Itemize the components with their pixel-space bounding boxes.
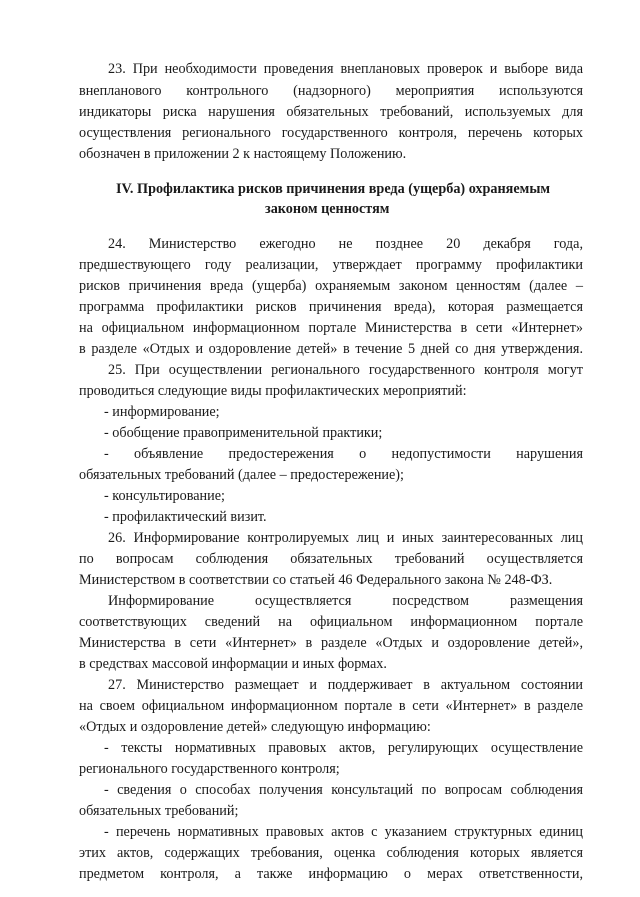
text-line: обозначен в приложении 2 к настоящему Положению. bbox=[79, 146, 407, 162]
section-heading: IV. Профилактика рисков причинения вреда (ущерба) охраняемым bbox=[116, 181, 551, 197]
text-line: Министерством в соответствии со статьей 46 Федерального закона № 248-ФЗ. bbox=[79, 572, 553, 588]
list-item: - обобщение правоприменительной практики; bbox=[104, 425, 383, 441]
text-line: на официальном информационном портале Министерства в сети «Интернет» bbox=[79, 320, 583, 336]
text-line: регионального государственного контроля; bbox=[79, 761, 340, 777]
text-line: этих актов, содержащих требования, оценка соблюдения которых является bbox=[79, 845, 583, 861]
list-item: - тексты нормативных правовых актов, регулирующих осуществление bbox=[104, 740, 583, 756]
list-item: - профилактический визит. bbox=[104, 509, 267, 525]
text-line: 26. Информирование контролируемых лиц и иных заинтересованных лиц bbox=[108, 530, 583, 546]
text-line: соответствующих сведений на официальном информационном портале bbox=[79, 614, 583, 630]
text-line: в средствах массовой информации и иных формах. bbox=[79, 656, 387, 672]
list-item: - консультирование; bbox=[104, 488, 225, 504]
text-line: 25. При осуществлении регионального государственного контроля могут bbox=[108, 362, 583, 378]
text-line: 23. При необходимости проведения внеплановых проверок и выборе вида bbox=[108, 61, 583, 77]
text-line: внепланового контрольного (надзорного) мероприятия используются bbox=[79, 83, 583, 99]
text-line: 27. Министерство размещает и поддерживает в актуальном состоянии bbox=[108, 677, 583, 693]
list-item: - объявление предостережения о недопустимости нарушения bbox=[104, 446, 583, 462]
list-item: - информирование; bbox=[104, 404, 220, 420]
text-line: «Отдых и оздоровление детей» следующую информацию: bbox=[79, 719, 431, 735]
text-line: обязательных требований; bbox=[79, 803, 239, 819]
text-line: по вопросам соблюдения обязательных требований осуществляется bbox=[79, 551, 583, 567]
text-line: на своем официальном информационном портале в сети «Интернет» в разделе bbox=[79, 698, 583, 714]
text-line: обязательных требований (далее – предостережение); bbox=[79, 467, 404, 483]
text-line: рисков причинения вреда (ущерба) охраняемым законом ценностям (далее – bbox=[79, 278, 583, 294]
text-line: 24. Министерство ежегодно не позднее 20 декабря года, bbox=[108, 236, 583, 252]
list-item: - сведения о способах получения консультаций по вопросам соблюдения bbox=[104, 782, 583, 798]
list-item: - перечень нормативных правовых актов с указанием структурных единиц bbox=[104, 824, 583, 840]
text-line: предшествующего году реализации, утверждает программу профилактики bbox=[79, 257, 583, 273]
text-line: программа профилактики рисков причинения вреда), которая размещается bbox=[79, 299, 583, 315]
text-line: в разделе «Отдых и оздоровление детей» в течение 5 дней со дня утверждения. bbox=[79, 341, 583, 357]
text-line: проводиться следующие виды профилактических мероприятий: bbox=[79, 383, 467, 399]
text-line: Министерства в сети «Интернет» в разделе «Отдых и оздоровление детей», bbox=[79, 635, 583, 651]
text-line: индикаторы риска нарушения обязательных требований, используемых для bbox=[79, 104, 583, 120]
text-line: осуществления регионального государственного контроля, перечень которых bbox=[79, 125, 583, 141]
text-line: Информирование осуществляется посредством размещения bbox=[108, 593, 583, 609]
text-line: предметом контроля, а также информацию о мерах ответственности, bbox=[79, 866, 583, 882]
section-heading: законом ценностям bbox=[265, 201, 390, 217]
